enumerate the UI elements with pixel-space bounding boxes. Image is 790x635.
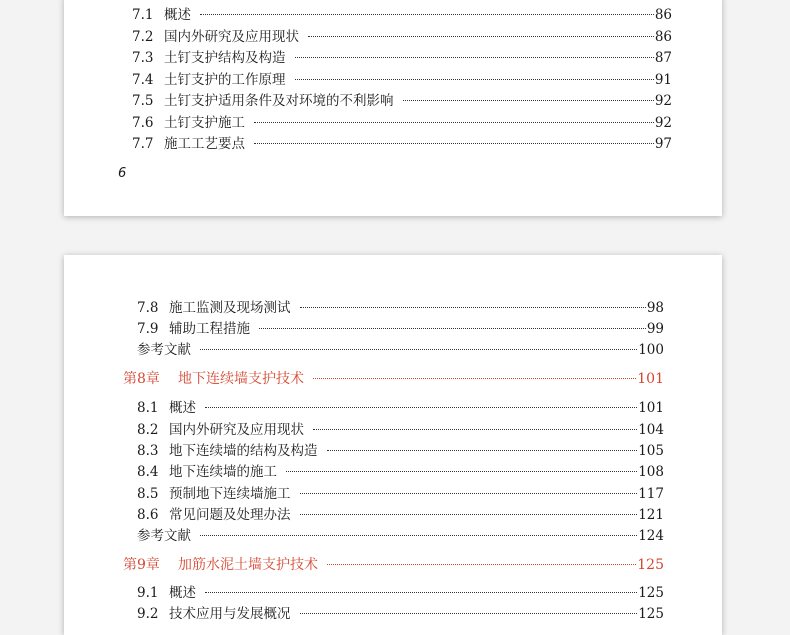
toc-entry-7-3[interactable] xyxy=(132,48,672,68)
page-ref: 100 xyxy=(638,342,664,358)
chapter-number: 第8章 xyxy=(123,371,160,387)
section-title: 土钉支护的工作原理 xyxy=(164,72,286,88)
page-ref: 121 xyxy=(638,507,664,523)
section-number: 9.2 xyxy=(137,606,159,622)
dot-leader xyxy=(313,428,637,430)
page-number: 6 xyxy=(118,166,127,181)
toc-entry-8-2[interactable] xyxy=(137,420,664,440)
page-ref: 87 xyxy=(654,50,672,66)
section-title: 地下连续墙的施工 xyxy=(169,464,277,480)
toc-entry-7-2[interactable] xyxy=(132,27,672,47)
section-number: 7.6 xyxy=(132,115,154,131)
toc-entry-7-8[interactable] xyxy=(137,298,664,318)
toc-entry-7-7[interactable] xyxy=(132,134,672,154)
section-number: 7.3 xyxy=(132,50,154,66)
dot-leader xyxy=(205,406,637,408)
dot-leader xyxy=(259,327,646,329)
page-ref: 101 xyxy=(637,371,664,387)
page-ref: 86 xyxy=(654,29,672,45)
dot-leader xyxy=(205,591,637,593)
section-title: 技术应用与发展概况 xyxy=(169,606,291,622)
dot-leader xyxy=(286,470,637,472)
toc-chapter-9[interactable] xyxy=(123,555,664,575)
page-ref: 108 xyxy=(638,464,664,480)
dot-leader xyxy=(200,13,654,15)
toc-chapter-8[interactable] xyxy=(123,369,664,389)
page-ref: 125 xyxy=(637,557,664,573)
toc-entry-7-5[interactable] xyxy=(132,91,672,111)
dot-leader xyxy=(300,306,646,308)
dot-leader xyxy=(308,35,654,37)
toc-entry-8-3[interactable] xyxy=(137,441,664,461)
page-ref: 98 xyxy=(646,300,664,316)
section-number: 9.1 xyxy=(137,585,159,601)
toc-entry-8-5[interactable] xyxy=(137,484,664,504)
page-ref: 92 xyxy=(654,93,672,109)
toc-entry-7-4[interactable] xyxy=(132,70,672,90)
section-title: 常见问题及处理办法 xyxy=(169,507,291,523)
dot-leader xyxy=(200,534,637,536)
toc-entry-8-4[interactable] xyxy=(137,462,664,482)
section-title: 概述 xyxy=(164,7,191,23)
section-title: 概述 xyxy=(169,400,196,416)
dot-leader xyxy=(300,513,638,515)
toc-entry-9-1[interactable] xyxy=(137,583,664,603)
page-ref: 125 xyxy=(638,606,664,622)
section-number: 8.5 xyxy=(137,486,159,502)
dot-leader xyxy=(313,377,636,379)
chapter-title: 加筋水泥土墙支护技术 xyxy=(178,557,318,573)
dot-leader xyxy=(327,563,636,565)
dot-leader xyxy=(254,142,654,144)
page-ref: 99 xyxy=(646,321,664,337)
section-title: 施工工艺要点 xyxy=(164,136,245,152)
section-title: 土钉支护施工 xyxy=(164,115,245,131)
toc-entry-ch8-references[interactable] xyxy=(137,526,664,546)
section-title: 土钉支护适用条件及对环境的不利影响 xyxy=(164,93,394,109)
chapter-number: 第9章 xyxy=(123,557,160,573)
chapter-title: 地下连续墙支护技术 xyxy=(178,371,304,387)
section-number: 7.8 xyxy=(137,300,159,316)
toc-entry-7-9[interactable] xyxy=(137,319,664,339)
toc-entry-7-6[interactable] xyxy=(132,113,672,133)
toc-entry-7-1[interactable] xyxy=(132,5,672,25)
page-ref: 86 xyxy=(654,7,672,23)
section-number: 8.1 xyxy=(137,400,159,416)
section-title: 地下连续墙的结构及构造 xyxy=(169,443,318,459)
page-ref: 117 xyxy=(638,486,664,502)
toc-entry-ch7-references[interactable] xyxy=(137,340,664,360)
section-title: 国内外研究及应用现状 xyxy=(164,29,299,45)
dot-leader xyxy=(200,348,637,350)
section-title: 参考文献 xyxy=(137,342,191,358)
section-number: 8.6 xyxy=(137,507,159,523)
dot-leader xyxy=(300,612,638,614)
page-ref: 125 xyxy=(638,585,664,601)
page-ref: 105 xyxy=(638,443,664,459)
section-number: 7.4 xyxy=(132,72,154,88)
dot-leader xyxy=(295,56,654,58)
section-title: 国内外研究及应用现状 xyxy=(169,422,304,438)
toc-entry-9-2[interactable] xyxy=(137,604,664,624)
section-number: 7.5 xyxy=(132,93,154,109)
section-title: 参考文献 xyxy=(137,528,191,544)
dot-leader xyxy=(300,492,638,494)
section-title: 预制地下连续墙施工 xyxy=(169,486,291,502)
toc-entry-8-1[interactable] xyxy=(137,398,664,418)
toc-page-upper xyxy=(64,0,722,216)
section-number: 7.9 xyxy=(137,321,159,337)
dot-leader xyxy=(254,121,654,123)
toc-page-lower xyxy=(64,255,722,635)
section-number: 7.2 xyxy=(132,29,154,45)
page-ref: 91 xyxy=(654,72,672,88)
section-number: 8.2 xyxy=(137,422,159,438)
page-ref: 92 xyxy=(654,115,672,131)
dot-leader xyxy=(295,78,654,80)
page-ref: 97 xyxy=(654,136,672,152)
dot-leader xyxy=(403,99,654,101)
section-title: 施工监测及现场测试 xyxy=(169,300,291,316)
page-ref: 101 xyxy=(638,400,664,416)
section-number: 8.3 xyxy=(137,443,159,459)
section-title: 概述 xyxy=(169,585,196,601)
section-title: 辅助工程措施 xyxy=(169,321,250,337)
page-ref: 124 xyxy=(638,528,664,544)
section-number: 7.1 xyxy=(132,7,154,23)
page-ref: 104 xyxy=(638,422,664,438)
dot-leader xyxy=(327,449,638,451)
section-number: 7.7 xyxy=(132,136,154,152)
section-title: 土钉支护结构及构造 xyxy=(164,50,286,66)
toc-entry-8-6[interactable] xyxy=(137,505,664,525)
section-number: 8.4 xyxy=(137,464,159,480)
